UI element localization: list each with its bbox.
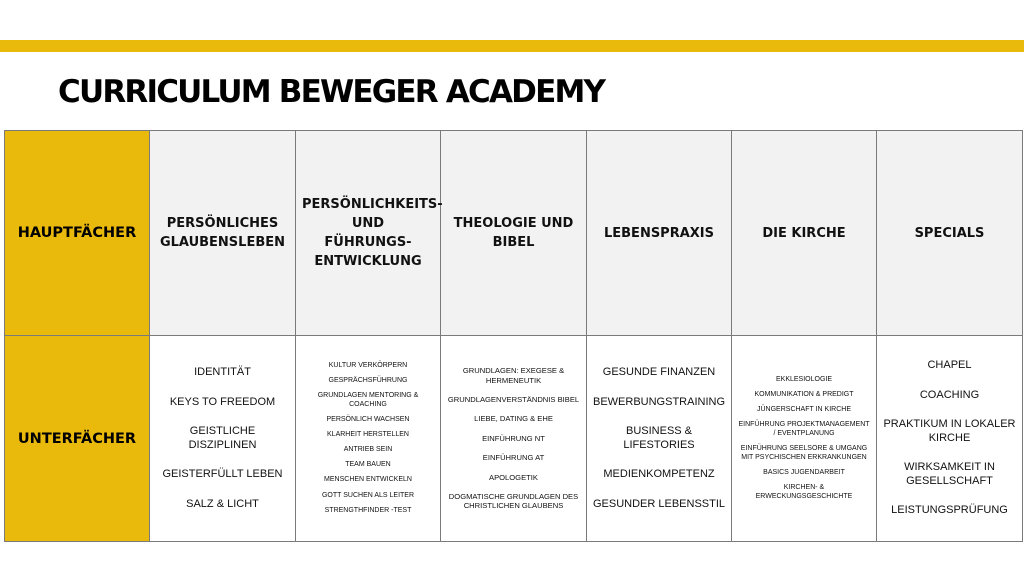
subject-list-item: LEISTUNGSPRÜFUNG	[891, 504, 1008, 517]
subject-list	[301, 338, 435, 539]
subject-list-item: EINFÜHRUNG AT	[482, 453, 545, 463]
subject-list	[882, 338, 1017, 539]
subject-header-persoenlichkeit: PERSÖNLICHKEITS- UND FÜHRUNGS- ENTWICKLUNG	[296, 131, 441, 336]
subjects-cell-glaubensleben	[150, 336, 296, 542]
subject-list	[737, 338, 871, 539]
subject-list-item: GRUNDLAGEN: EXEGESE & HERMENEUTIK	[462, 366, 565, 385]
subject-list-item: JÜNGERSCHAFT IN KIRCHE	[757, 406, 851, 414]
subjects-cell-lebenspraxis	[587, 336, 732, 542]
page-title: CURRICULUM BEWEGER ACADEMY	[58, 74, 605, 110]
subject-list-item: BUSINESS & LIFESTORIES	[623, 425, 695, 451]
subject-list-item: EINFÜHRUNG NT	[482, 433, 545, 443]
subject-list-item: SALZ & LICHT	[186, 497, 259, 510]
subject-header-lebenspraxis: LEBENSPRAXIS	[587, 131, 732, 336]
row-label-sub-subjects: UNTERFÄCHER	[5, 336, 150, 542]
subject-list-item: GOTT SUCHEN ALS LEITER	[321, 491, 415, 499]
subject-list-item: KLARHEIT HERSTELLEN	[327, 430, 409, 438]
subject-list	[155, 338, 290, 539]
subject-list-item: APOLOGETIK	[489, 472, 538, 482]
subject-list-item: COACHING	[919, 388, 980, 401]
subject-header-specials: SPECIALS	[877, 131, 1023, 336]
subject-list-item: KEYS TO FREEDOM	[169, 395, 276, 408]
subject-list-item: DOGMATISCHE GRUNDLAGEN DES CHRISTLICHEN GLAUBENS	[448, 492, 579, 511]
subject-list-item: LIEBE, DATING & EHE	[474, 414, 553, 424]
subject-header-glaubensleben: PERSÖNLICHES GLAUBENSLEBEN	[150, 131, 296, 336]
subject-list-item: STRENGTHFINDER -TEST	[324, 506, 412, 514]
subject-list-item: KULTUR VERKÖRPERN	[328, 361, 408, 369]
subject-list-item: ANTRIEB SEIN	[343, 446, 393, 454]
subject-list-item: BEWERBUNGSTRAINING	[592, 395, 725, 408]
subject-list-item: GESUNDE FINANZEN	[602, 366, 716, 378]
subjects-cell-kirche	[732, 336, 877, 542]
subject-list-item: GRUNDLAGEN MENTORING & COACHING	[317, 391, 419, 408]
subjects-cell-specials	[877, 336, 1023, 542]
subject-list-item: PRAKTIKUM IN LOKALER KIRCHE	[883, 418, 1016, 444]
subject-list	[446, 338, 581, 539]
subject-list-item: WIRKSAMKEIT IN GESELLSCHAFT	[904, 461, 995, 487]
sub-subjects-row	[5, 336, 1023, 542]
subject-header-kirche: DIE KIRCHE	[732, 131, 877, 336]
subject-list-item: TEAM BAUEN	[345, 461, 391, 469]
subject-list-item: MENSCHEN ENTWICKELN	[324, 476, 412, 484]
subject-list-item: PERSÖNLICH WACHSEN	[326, 415, 410, 423]
subject-list-item: IDENTITÄT	[194, 366, 251, 378]
subject-header-theologie: THEOLOGIE UND BIBEL	[441, 131, 587, 336]
subject-list-item: EINFÜHRUNG SEELSORE & UMGANG MIT PSYCHISCHEN ERKRANKUNGEN	[740, 445, 868, 461]
subject-list-item: GRUNDLAGENVERSTÄNDNIS BIBEL	[447, 394, 580, 404]
subject-list	[592, 338, 726, 539]
curriculum-table	[4, 130, 1023, 542]
subject-list-item: GESPRÄCHSFÜHRUNG	[328, 376, 408, 384]
subject-list-item: KIRCHEN- & ERWECKUNGSGESCHICHTE	[755, 484, 853, 500]
subject-list-item: MEDIENKOMPETENZ	[603, 468, 715, 480]
subject-list-item: GEISTERFÜLLT LEBEN	[162, 468, 283, 480]
subject-list-item: GESUNDER LEBENSSTIL	[592, 497, 726, 510]
subject-list-item: BASICS JUGENDARBEIT	[763, 468, 845, 476]
accent-top-bar	[0, 40, 1024, 52]
main-subjects-row	[5, 131, 1023, 336]
row-label-main-subjects: HAUPTFÄCHER	[5, 131, 150, 336]
subject-list-item: CHAPEL	[927, 359, 972, 372]
subject-list-item: KOMMUNIKATION & PREDIGT	[754, 390, 854, 398]
subjects-cell-persoenlichkeit	[296, 336, 441, 542]
subject-list-item: GEISTLICHE DISZIPLINEN	[188, 425, 257, 451]
subjects-cell-theologie	[441, 336, 587, 542]
subject-list-item: EINFÜHRUNG PROJEKTMANAGEMENT / EVENTPLANUNG	[738, 421, 870, 437]
subject-list-item: EKKLESIOLOGIE	[775, 375, 833, 383]
